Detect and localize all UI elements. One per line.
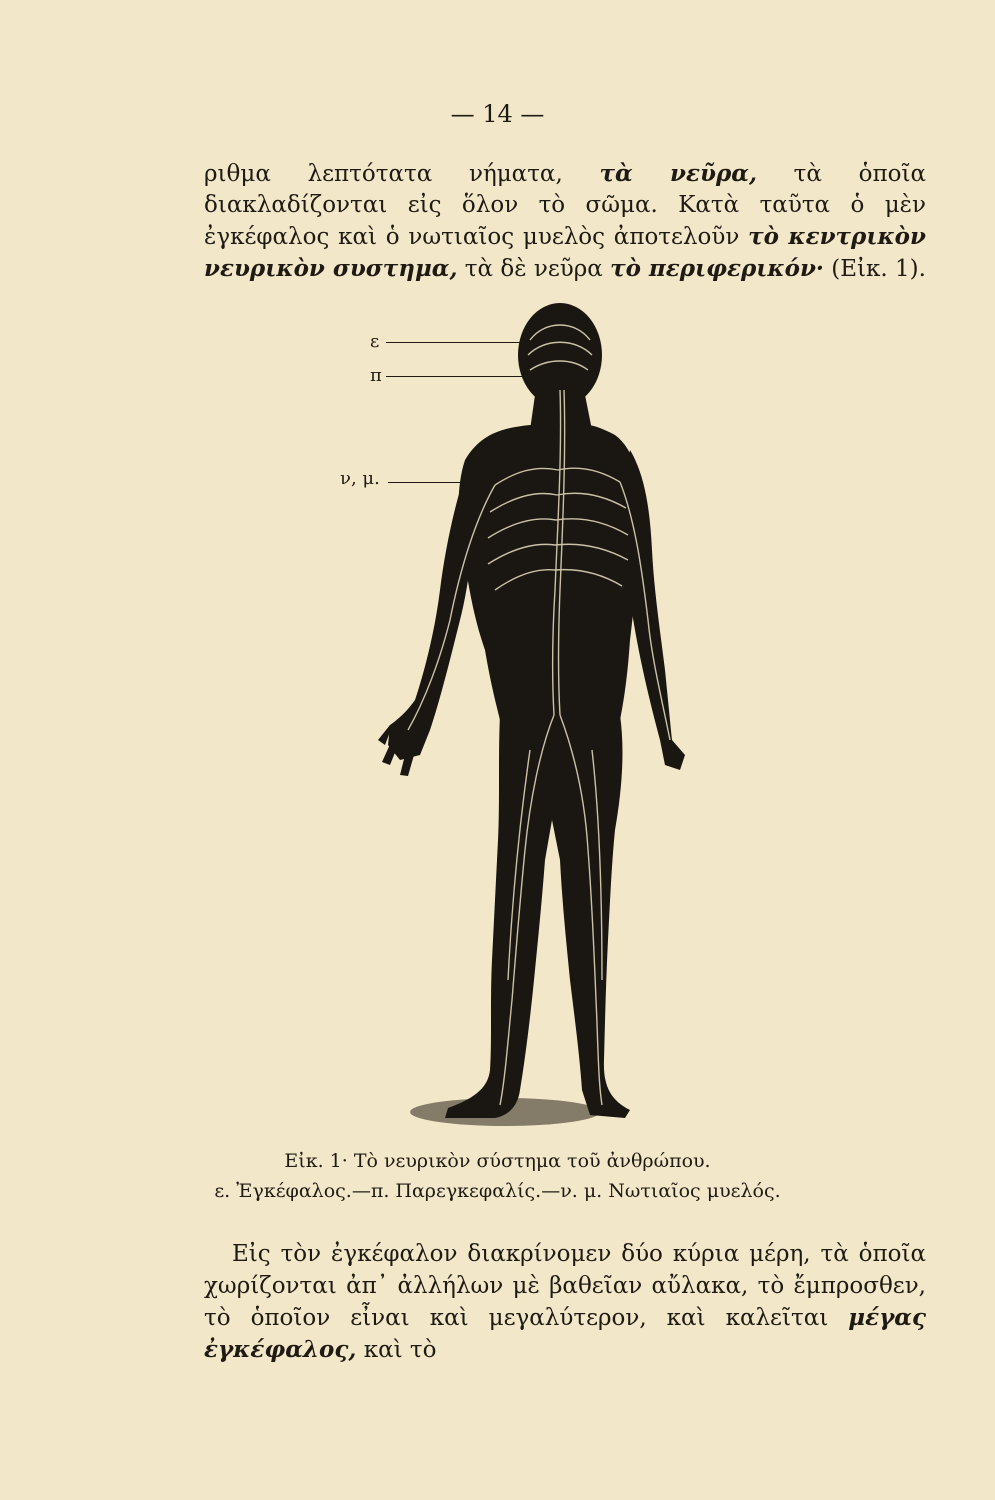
text-run: καὶ τὸ [363,1337,437,1363]
page-number: — 14 — [450,100,545,128]
text-run: τὰ ὁποῖα διακλαδίζονται εἰς ὅλον τὸ σῶμα. Κατὰ ταῦτα ὁ μὲν ἐγκέφαλος καὶ ὁ νωτιαῖος μυελὸς ἀποτελοῦν [204,161,926,250]
text-run: Εἰς τὸν ἐγκέφαλον διακρίνομεν δύο κύρια μέρη, τὰ ὁποῖα χωρίζονται ἀπ᾽ ἀλλήλων μὲ βαθεῖαν αὔλακα, τὸ ἔμπροσθεν, τὸ ὁποῖον εἶναι καὶ μεγαλύτερον, καὶ καλεῖται [204,1241,926,1331]
bold-term-nerves: τὰ νεῦρα, [599,160,757,187]
nervous-system-figure [330,300,690,1130]
bold-term-peripheral: τὸ περιφερικόν· [610,255,824,282]
paragraph-bottom [204,1238,926,1366]
text-run: ριθμα λεπτότατα νήματα, [204,161,563,187]
label-brain: ε [370,331,380,352]
figure-caption-legend: ε. Ἐγκέφαλος.—π. Παρεγκεφαλίς.—ν. μ. Νωτιαῖος μυελός. [214,1180,781,1202]
bold-term-great-brain: μέγας ἐγκέφαλος, [204,1304,927,1363]
bold-term-central-nervous-system: τὸ κεντρικὸν νευρικὸν συστημα, [204,223,926,282]
label-cerebellum: π [370,365,382,386]
paragraph-top [204,158,926,285]
text-run: τὰ δὲ νεῦρα [464,256,603,282]
figure-caption-title: Εἰκ. 1· Τὸ νευρικὸν σύστημα τοῦ ἀνθρώπου. [284,1150,711,1172]
text-run: (Εἰκ. 1). [831,256,926,282]
label-spinal-cord: ν, μ. [340,468,380,489]
